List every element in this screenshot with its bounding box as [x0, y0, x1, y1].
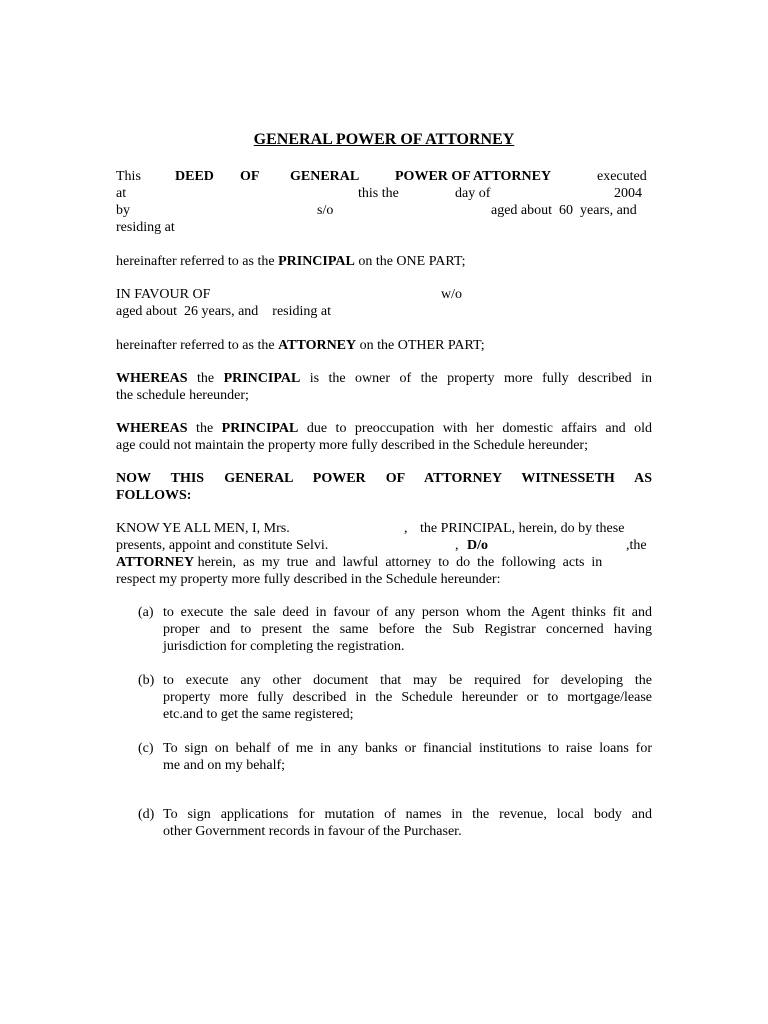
intro-word-general: GENERAL: [290, 169, 360, 184]
intro-so: s/o: [317, 203, 334, 218]
list-item-marker: (d): [138, 807, 155, 822]
principal-reference-line: [116, 253, 465, 270]
witnesseth-line2: FOLLOWS:: [116, 488, 192, 503]
document-title: GENERAL POWER OF ATTORNEY: [253, 131, 515, 148]
know-ye-line3-text: herein, as my true and lawful attorney to do the following acts in: [194, 555, 603, 570]
intro-at: at: [116, 186, 127, 201]
whereas-the: the: [187, 371, 224, 386]
intro-word-this: This: [116, 169, 141, 184]
whereas-the-2: the: [187, 421, 222, 436]
know-ye-line1c: the PRINCIPAL, herein, do by these: [420, 521, 625, 536]
list-item-line: proper and to present the same before the Sub Registrar concerned having: [163, 622, 652, 637]
know-ye-line1b: ,: [404, 521, 408, 536]
principal-ref-bold: PRINCIPAL: [278, 254, 355, 269]
know-ye-line2a: presents, appoint and constitute Selvi.: [116, 538, 329, 553]
list-item-line: to execute any other document that may be required for developing the: [163, 673, 652, 688]
intro-word-executed: executed: [597, 169, 647, 184]
list-item-text: [163, 672, 652, 723]
whereas-principal: PRINCIPAL: [223, 371, 301, 386]
attorney-ref-bold: ATTORNEY: [278, 338, 357, 353]
witnesseth-word: ATTORNEY: [424, 471, 502, 486]
in-favour-aged: aged about 26 years, and residing at: [116, 304, 331, 319]
list-item-text: [163, 604, 652, 655]
know-ye-do: D/o: [467, 538, 488, 553]
intro-word-of: OF: [240, 169, 260, 184]
whereas-preoccupation-line1: [116, 420, 652, 437]
whereas-owner-text: is the owner of the property more fully described in: [300, 371, 653, 386]
attorney-ref-pre: hereinafter referred to as the: [116, 338, 279, 353]
witnesseth-word: AS: [634, 471, 653, 486]
in-favour-of: IN FAVOUR OF: [116, 287, 211, 302]
witnesseth-word: WITNESSETH: [521, 471, 615, 486]
know-ye-line3: [116, 554, 602, 571]
principal-ref-pre: hereinafter referred to as the: [116, 254, 279, 269]
whereas-label: WHEREAS: [116, 371, 188, 386]
whereas-preoccupation-text: due to preoccupation with her domestic affairs and old: [298, 421, 652, 436]
whereas-owner-line2: the schedule hereunder;: [116, 388, 249, 403]
intro-day-of: day of: [455, 186, 491, 201]
intro-word-poa: POWER OF ATTORNEY: [395, 169, 552, 184]
intro-word-deed: DEED: [175, 169, 214, 184]
attorney-ref-post: on the OTHER PART;: [356, 338, 485, 353]
list-item-line: To sign on behalf of me in any banks or financial institutions to raise loans for: [163, 741, 652, 756]
list-item-line: To sign applications for mutation of names in the revenue, local body and: [163, 807, 652, 822]
list-item-line: other Government records in favour of the Purchaser.: [163, 824, 462, 839]
know-ye-line1a: KNOW YE ALL MEN, I, Mrs.: [116, 521, 290, 536]
whereas-label-2: WHEREAS: [116, 421, 188, 436]
list-item-line: etc.and to get the same registered;: [163, 707, 354, 722]
witnesseth-word: NOW: [116, 471, 151, 486]
list-item-marker: (a): [138, 605, 154, 620]
witnesseth-word: OF: [385, 471, 405, 486]
intro-year: 2004: [614, 186, 642, 201]
list-item-marker: (c): [138, 741, 154, 756]
know-ye-attorney: ATTORNEY: [116, 555, 195, 570]
intro-by: by: [116, 203, 130, 218]
list-item-line: property more fully described in the Schedule hereunder or to mortgage/lease: [163, 690, 652, 705]
witnesseth-word: THIS: [170, 471, 205, 486]
list-item-marker: (b): [138, 673, 155, 688]
list-item-line: jurisdiction for completing the registration.: [163, 639, 405, 654]
witnesseth-word: POWER: [312, 471, 366, 486]
list-item-text: [163, 740, 652, 774]
intro-this-the: this the: [358, 186, 399, 201]
witnesseth-line1: [116, 470, 652, 487]
list-item-text: [163, 806, 652, 840]
attorney-reference-line: [116, 337, 485, 354]
know-ye-the: ,the: [626, 538, 647, 553]
whereas-principal-2: PRINCIPAL: [221, 421, 299, 436]
in-favour-wo: w/o: [441, 287, 462, 302]
witnesseth-word: GENERAL: [224, 471, 293, 486]
know-ye-line2b: ,: [455, 538, 459, 553]
intro-aged: aged about 60 years, and: [491, 203, 637, 218]
list-item-line: me and on my behalf;: [163, 758, 286, 773]
whereas-preoccupation-line2: age could not maintain the property more fully described in the Schedule hereunder;: [116, 438, 588, 453]
intro-residing: residing at: [116, 220, 175, 235]
list-item-line: to execute the sale deed in favour of any person whom the Agent thinks fit and: [163, 605, 652, 620]
know-ye-line4: respect my property more fully described in the Schedule hereunder:: [116, 572, 501, 587]
principal-ref-post: on the ONE PART;: [354, 254, 466, 269]
whereas-owner-line1: [116, 370, 652, 387]
